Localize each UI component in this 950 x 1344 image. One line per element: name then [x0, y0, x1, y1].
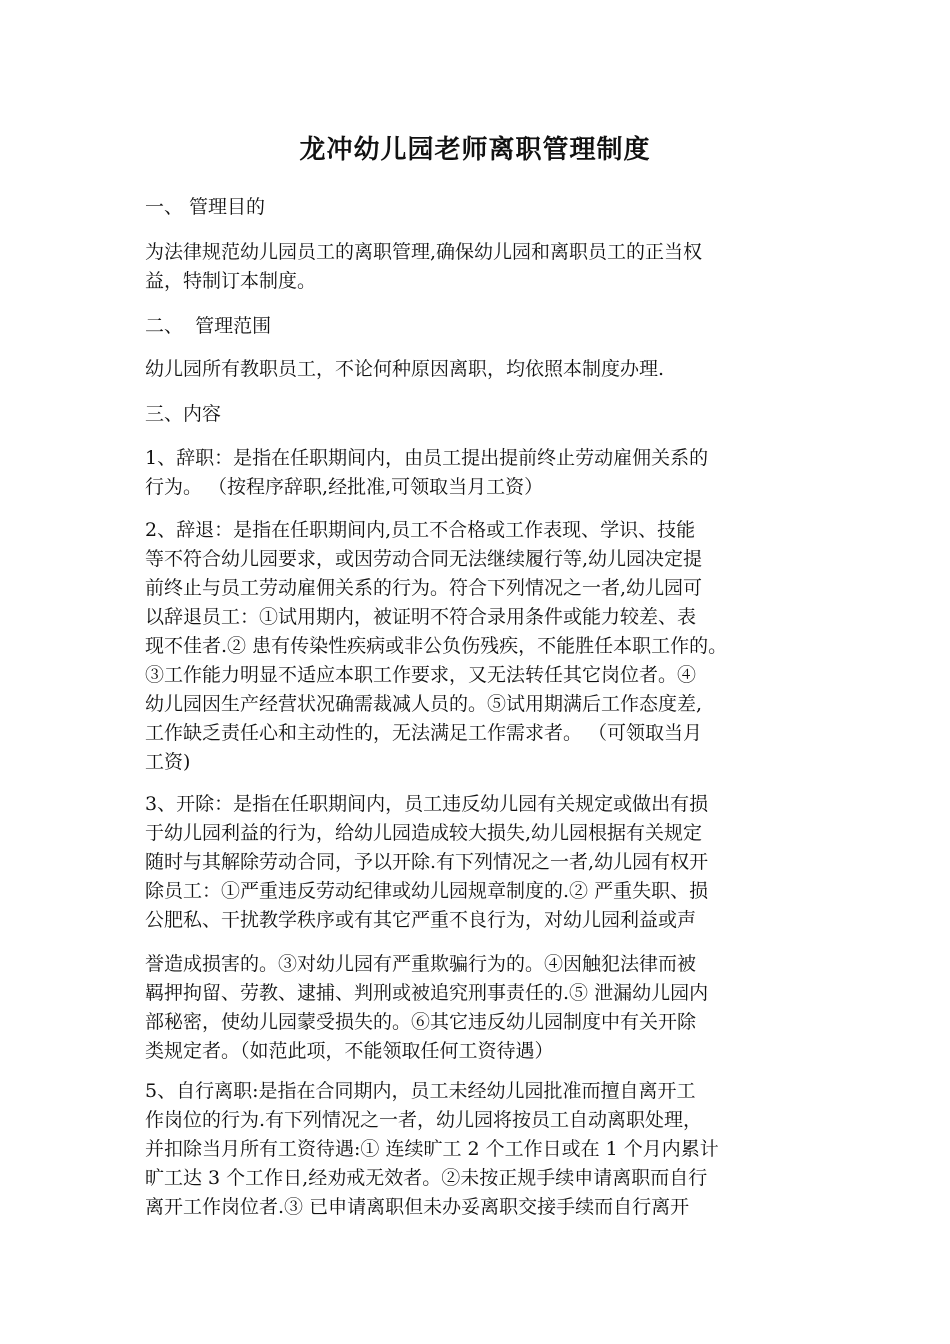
section-heading-purpose: 一、 管理目的: [145, 196, 266, 218]
section-heading-scope: 二、 管理范围: [145, 315, 272, 337]
text-line: 行为。 （按程序辞职,经批准,可领取当月工资）: [145, 476, 544, 498]
paragraph-expulsion-continued: [145, 950, 815, 1066]
text-line: 幼儿园因生产经营状况确需裁减人员的。⑤试用期满后工作态度差,: [145, 693, 703, 715]
text-line: 部秘密，使幼儿园蒙受损失的。⑥其它违反幼儿园制度中有关开除: [145, 1011, 697, 1033]
paragraph-dismissal: [145, 516, 815, 777]
text-line: 随时与其解除劳动合同，予以开除.有下列情况之一者,幼儿园有权开: [145, 851, 709, 873]
text-line: 等不符合幼儿园要求，或因劳动合同无法继续履行等,幼儿园决定提: [145, 548, 703, 570]
page-title: 龙冲幼儿园老师离职管理制度: [299, 135, 651, 165]
text-line: 作岗位的行为.有下列情况之一者，幼儿园将按员工自动离职处理，: [145, 1109, 703, 1131]
text-line: 为法律规范幼儿园员工的离职管理,确保幼儿园和离职员工的正当权: [145, 241, 703, 263]
text-line: 工作缺乏责任心和主动性的，无法满足工作需求者。 （可领取当月: [145, 722, 703, 744]
text-line: ③工作能力明显不适应本职工作要求，又无法转任其它岗位者。④: [145, 664, 697, 686]
text-line: 并扣除当月所有工资待遇:① 连续旷工 2 个工作日或在 1 个月内累计: [145, 1138, 719, 1160]
paragraph-purpose: [145, 238, 815, 296]
text-line: 以辞退员工：①试用期内，被证明不符合录用条件或能力较差、表: [145, 606, 697, 628]
text-line: 2、辞退：是指在任职期间内,员工不合格或工作表现、学识、技能: [145, 519, 696, 541]
text-line: 除员工：①严重违反劳动纪律或幼儿园规章制度的.② 严重失职、损: [145, 880, 709, 902]
text-line: 旷工达 3 个工作日,经劝戒无效者。②未按正规手续申请离职而自行: [145, 1167, 708, 1189]
paragraph-expulsion: [145, 790, 815, 935]
text-line: 离开工作岗位者.③ 已申请离职但未办妥离职交接手续而自行离开: [145, 1196, 690, 1218]
text-line: 公肥私、干扰教学秩序或有其它严重不良行为，对幼儿园利益或声: [145, 909, 697, 931]
text-line: 工资): [145, 751, 191, 773]
text-line: 1、辞职：是指在任职期间内，由员工提出提前终止劳动雇佣关系的: [145, 447, 709, 469]
section-heading-content: 三、内容: [145, 403, 222, 425]
text-line: 3、开除：是指在任职期间内，员工违反幼儿园有关规定或做出有损: [145, 793, 709, 815]
text-line: 前终止与员工劳动雇佣关系的行为。符合下列情况之一者,幼儿园可: [145, 577, 703, 599]
text-line: 于幼儿园利益的行为，给幼儿园造成较大损失,幼儿园根据有关规定: [145, 822, 703, 844]
text-line: 现不佳者.② 患有传染性疾病或非公负伤残疾，不能胜任本职工作的。: [145, 635, 728, 657]
paragraph-resignation: [145, 444, 815, 502]
text-line: 誉造成损害的。③对幼儿园有严重欺骗行为的。④因触犯法律而被: [145, 953, 697, 975]
paragraph-scope: [145, 355, 815, 384]
text-line: 益，特制订本制度。: [145, 270, 317, 292]
text-line: 类规定者。（如范此项，不能领取任何工资待遇）: [145, 1040, 554, 1062]
text-line: 幼儿园所有教职员工，不论何种原因离职，均依照本制度办理.: [145, 358, 665, 380]
paragraph-self-resignation: [145, 1077, 815, 1222]
text-line: 羁押拘留、劳教、逮捕、判刑或被追究刑事责任的.⑤ 泄漏幼儿园内: [145, 982, 709, 1004]
text-line: 5、自行离职:是指在合同期内，员工未经幼儿园批准而擅自离开工: [145, 1080, 696, 1102]
